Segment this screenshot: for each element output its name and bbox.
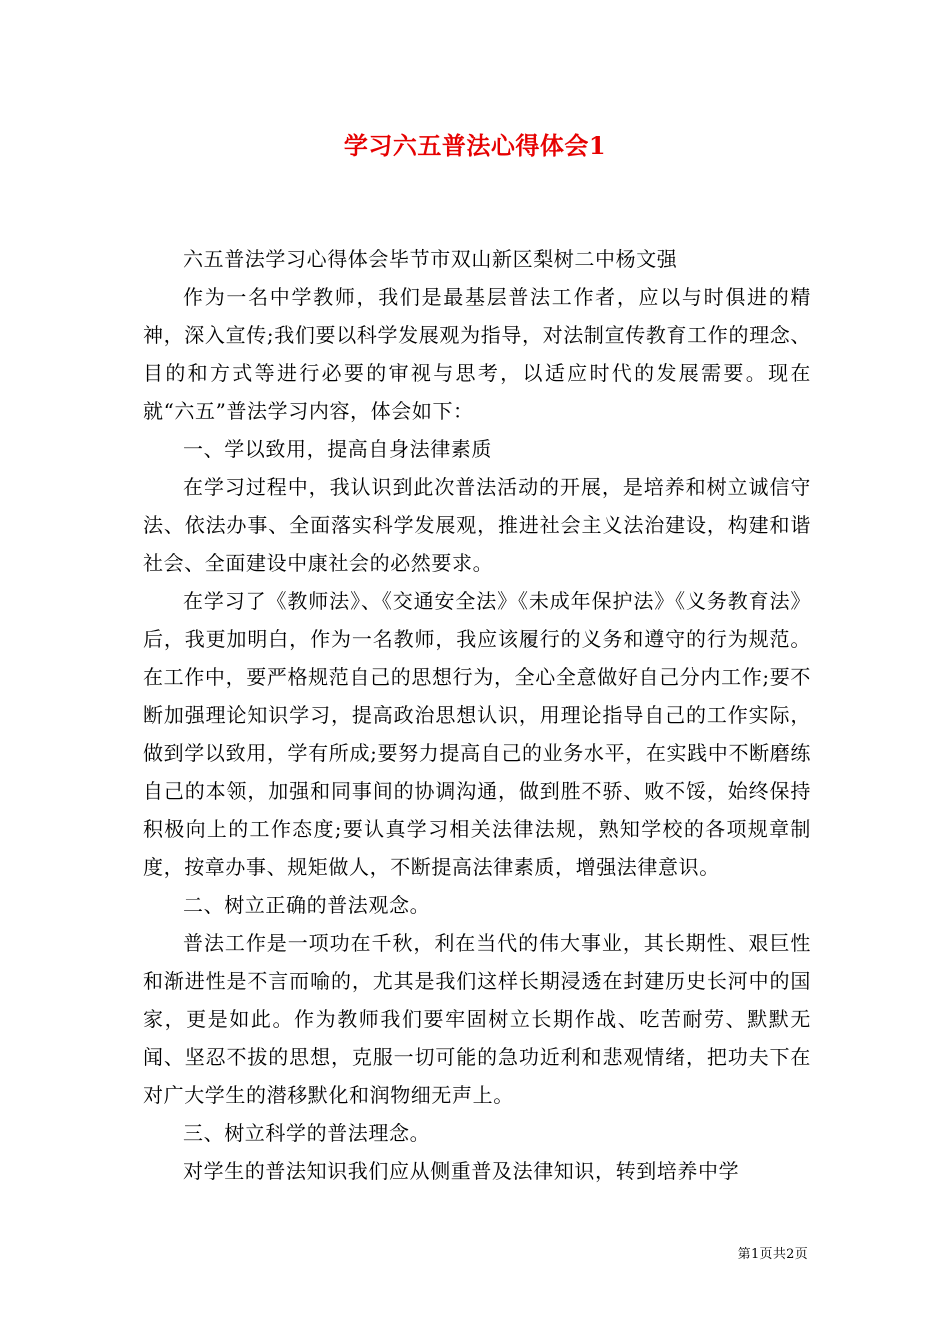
paragraph: 普法工作是一项功在千秋，利在当代的伟大事业，其长期性、艰巨性和渐进性是不言而喻的，尤其是我们这样长期浸透在封建历史长河中的国家，更是如此。作为教师我们要牢固树立长期作战、吃苦耐劳、默默无闻、坚忍不拔的思想，克服一切可能的急功近利和悲观情绪，把功夫下在对广大学生的潜移默化和润物细无声上。 — [143, 931, 811, 1107]
paragraph: 对学生的普法知识我们应从侧重普及法律知识，转到培养中学 — [183, 1159, 740, 1183]
paragraph: 在学习了《教师法》、《交通安全法》《未成年保护法》《义务教育法》后，我更加明白，作为一名教师，我应该履行的义务和遵守的行为规范。在工作中，要严格规范自己的思想行为，全心全意做好自己分内工作;要不断加强理论知识学习，提高政治思想认识，用理论指导自己的工作实际，做到学以致用，学有所成;要努力提高自己的业务水平，在实践中不断磨练自己的本领，加强和同事间的协调沟通，做到胜不骄、败不馁，始终保持积极向上的工作态度;要认真学习相关法律法规，熟知学校的各项规章制度，按章办事、规矩做人，不断提高法律素质，增强法律意识。 — [143, 589, 811, 879]
document-body — [143, 240, 811, 1190]
section-heading-1: 一、学以致用，提高自身法律素质 — [183, 437, 492, 461]
paragraph-intro: 作为一名中学教师，我们是最基层普法工作者，应以与时俱进的精神，深入宣传;我们要以科学发展观为指导，对法制宣传教育工作的理念、目的和方式等进行必要的审视与思考，以适应时代的发展需要。现在就“六五”普法学习内容，体会如下： — [143, 285, 811, 423]
page-number-footer: 第1页共2页 — [737, 1247, 808, 1262]
document-title: 学习六五普法心得体会1 — [343, 131, 607, 160]
paragraph-author-line: 六五普法学习心得体会毕节市双山新区梨树二中杨文强 — [183, 247, 678, 271]
section-heading-3: 三、树立科学的普法理念。 — [183, 1121, 431, 1145]
section-heading-2: 二、树立正确的普法观念。 — [183, 893, 431, 917]
paragraph: 在学习过程中，我认识到此次普法活动的开展，是培养和树立诚信守法、依法办事、全面落实科学发展观，推进社会主义法治建设，构建和谐社会、全面建设中康社会的必然要求。 — [143, 475, 811, 575]
